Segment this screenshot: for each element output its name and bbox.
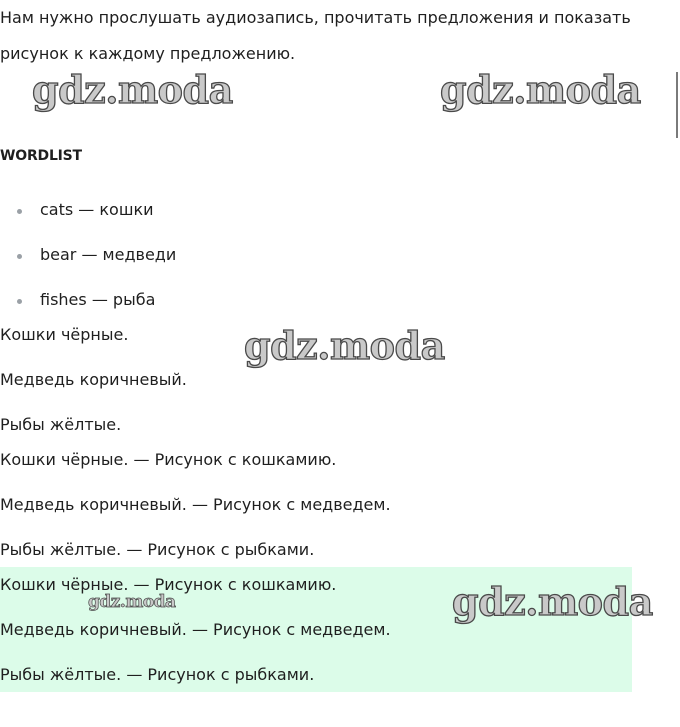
answer-line: Рыбы жёлтые. — Рисунок с рыбками. — [0, 540, 315, 559]
sentence: Кошки чёрные. — [0, 325, 129, 344]
wordlist-item: cats — кошки — [40, 200, 154, 219]
wordlist-heading: WORDLIST — [0, 148, 82, 164]
watermark-logo: gdz.moda — [452, 579, 653, 624]
highlighted-answer-line: Медведь коричневый. — Рисунок с медведем. — [0, 620, 391, 639]
intro-line-2: рисунок к каждому предложению. — [0, 44, 296, 63]
wordlist-item: bear — медведи — [40, 245, 177, 264]
sentence: Медведь коричневый. — [0, 370, 187, 389]
answer-line: Медведь коричневый. — Рисунок с медведем. — [0, 495, 391, 514]
bullet-dot — [17, 254, 22, 259]
watermark-logo: gdz.moda — [244, 323, 445, 368]
intro-line-1: Нам нужно прослушать аудиозапись, прочитать предложения и показать — [0, 8, 631, 27]
watermark-logo: gdz.moda — [32, 67, 233, 112]
watermark-logo: gdz.moda — [440, 67, 641, 112]
bullet-dot — [17, 209, 22, 214]
highlighted-answer-line: Рыбы жёлтые. — Рисунок с рыбками. — [0, 665, 315, 684]
sentence: Рыбы жёлтые. — [0, 415, 122, 434]
wordlist-item: fishes — рыба — [40, 290, 156, 309]
bullet-dot — [17, 299, 22, 304]
scrollbar-thumb[interactable] — [676, 72, 678, 138]
highlighted-answer-line: Кошки чёрные. — Рисунок с кошкамию. — [0, 575, 337, 594]
answer-line: Кошки чёрные. — Рисунок с кошкамию. — [0, 450, 337, 469]
watermark-logo: gdz.moda — [88, 592, 176, 612]
